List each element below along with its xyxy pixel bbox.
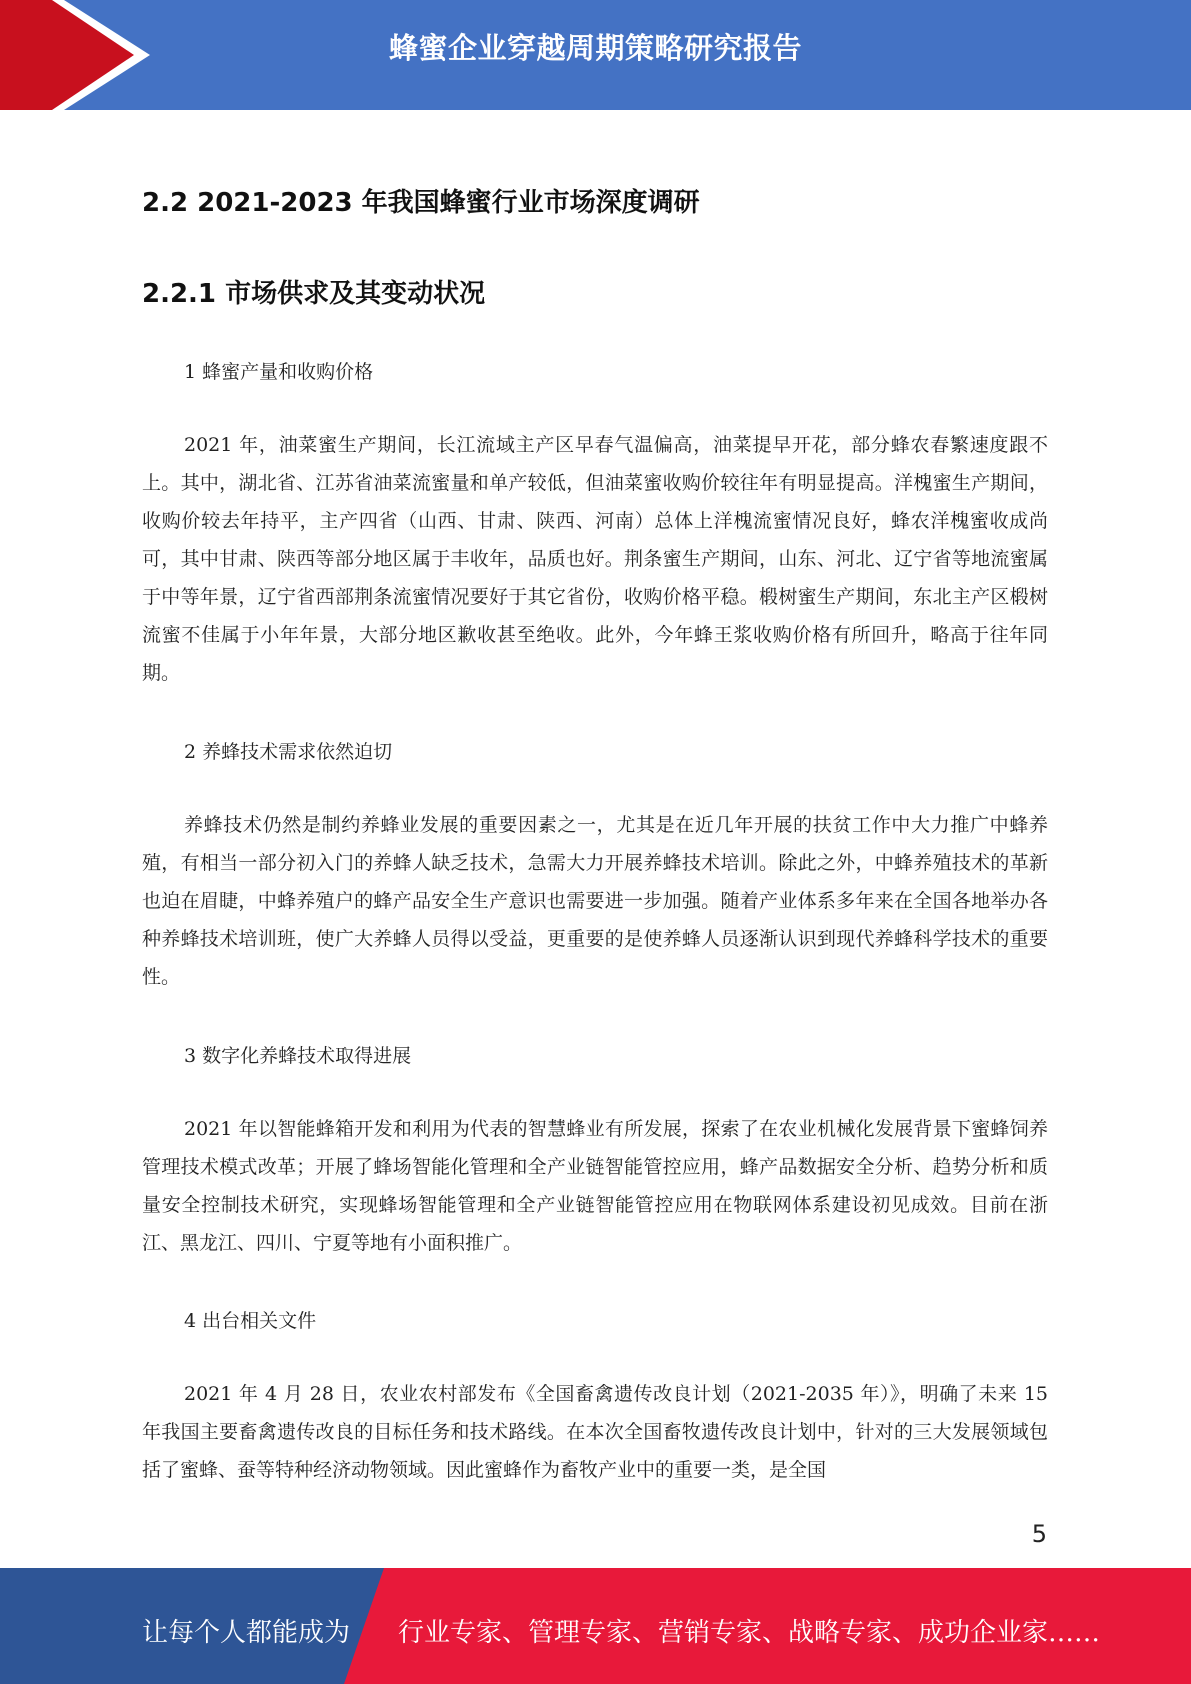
paragraph-4: 2021 年 4 月 28 日，农业农村部发布《全国畜禽遗传改良计划（2021-2035 年）》，明确了未来 15 年我国主要畜禽遗传改良的目标任务和技术路线。在本次全国畜牧遗传改良计划中，针对的三大发展领域包括了蜜蜂、蚕等特种经济动物领域。因此蜜蜂作为畜牧产业中的重要一类，是全国 <box>142 1383 1048 1481</box>
item-title-2: 2 养蜂技术需求依然迫切 <box>184 741 393 763</box>
subsection-heading: 2.2.1 市场供求及其变动状况 <box>142 279 486 309</box>
section-heading: 2.2 2021-2023 年我国蜂蜜行业市场深度调研 <box>142 188 700 218</box>
item-title-1: 1 蜂蜜产量和收购价格 <box>184 361 374 383</box>
item-title-3: 3 数字化养蜂技术取得进展 <box>184 1045 412 1067</box>
page-footer <box>0 1568 1191 1684</box>
footer-slogan-left: 让每个人都能成为 <box>142 1618 351 1648</box>
paragraph-3: 2021 年以智能蜂箱开发和利用为代表的智慧蜂业有所发展，探索了在农业机械化发展背景下蜜蜂饲养管理技术模式改革；开展了蜂场智能化管理和全产业链智能管控应用，蜂产品数据安全分析、趋势分析和质量安全控制技术研究，实现蜂场智能管理和全产业链智能管控应用在物联网体系建设初见成效。目前在浙江、黑龙江、四川、宁夏等地有小面积推广。 <box>142 1118 1048 1254</box>
page-number: 5 <box>1031 1520 1047 1548</box>
report-title: 蜂蜜企业穿越周期策略研究报告 <box>388 31 802 65</box>
item-title-4: 4 出台相关文件 <box>184 1310 317 1332</box>
page-header <box>0 0 1191 110</box>
footer-slogan-right: 行业专家、管理专家、营销专家、战略专家、成功企业家…… <box>398 1618 1101 1648</box>
paragraph-1: 2021 年，油菜蜜生产期间，长江流域主产区早春气温偏高，油菜提早开花，部分蜂农春繁速度跟不上。其中，湖北省、江苏省油菜流蜜量和单产较低，但油菜蜜收购价较往年有明显提高。洋槐蜜生产期间，收购价较去年持平，主产四省（山西、甘肃、陕西、河南）总体上洋槐流蜜情况良好，蜂农洋槐蜜收成尚可，其中甘肃、陕西等部分地区属于丰收年，品质也好。荆条蜜生产期间，山东、河北、辽宁省等地流蜜属于中等年景，辽宁省西部荆条流蜜情况要好于其它省份，收购价格平稳。椴树蜜生产期间，东北主产区椴树流蜜不佳属于小年年景，大部分地区歉收甚至绝收。此外，今年蜂王浆收购价格有所回升，略高于往年同期。 <box>142 434 1048 684</box>
paragraph-2: 养蜂技术仍然是制约养蜂业发展的重要因素之一，尤其是在近几年开展的扶贫工作中大力推广中蜂养殖，有相当一部分初入门的养蜂人缺乏技术，急需大力开展养蜂技术培训。除此之外，中蜂养殖技术的革新也迫在眉睫，中蜂养殖户的蜂产品安全生产意识也需要进一步加强。随着产业体系多年来在全国各地举办各种养蜂技术培训班，使广大养蜂人员得以受益，更重要的是使养蜂人员逐渐认识到现代养蜂科学技术的重要性。 <box>142 814 1048 988</box>
